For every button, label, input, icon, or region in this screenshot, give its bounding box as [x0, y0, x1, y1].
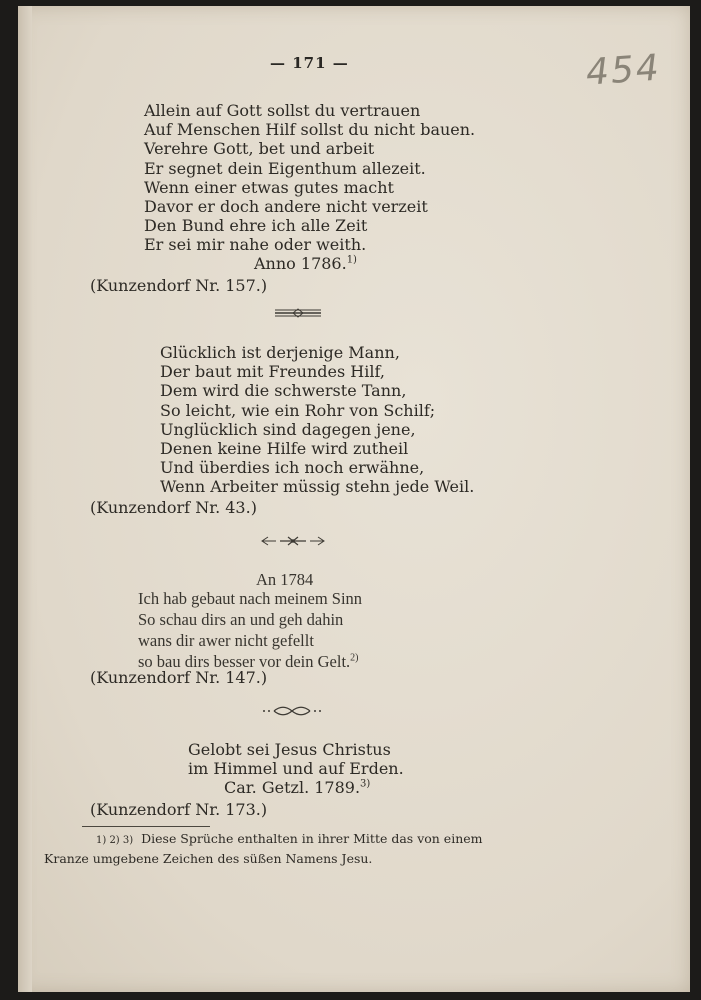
- book-page: [18, 6, 690, 992]
- poem-1-source: (Kunzendorf Nr. 157.): [90, 276, 268, 295]
- page-number: — 171 —: [270, 54, 349, 72]
- poem-line: Wenn einer etwas gutes macht: [144, 177, 394, 197]
- poem-line: Und überdies ich noch erwähne,: [160, 458, 425, 478]
- poem-line: Denen keine Hilfe wird zutheil: [160, 439, 409, 459]
- poem-line: Wenn Arbeiter müssig stehn jede Weil.: [160, 477, 475, 497]
- divider-ornament-1: [273, 306, 323, 320]
- poem-4: [188, 740, 404, 778]
- poem-line: Unglücklich sind dagegen jene,: [160, 419, 416, 439]
- poem-line: Er sei mir nahe oder weith.: [144, 235, 367, 255]
- poem-line: Gelobt sei Jesus Christus: [188, 740, 391, 759]
- poem-line: Dem wird die schwerste Tann,: [160, 381, 407, 401]
- footnote: [44, 830, 483, 868]
- poem-line: Allein auf Gott sollst du vertrauen: [144, 101, 421, 120]
- poem-line: wans dir awer nicht gefellt: [138, 631, 314, 650]
- poem-line: So schau dirs an und geh dahin: [138, 610, 344, 629]
- poem-line: Der baut mit Freundes Hilf,: [160, 362, 385, 382]
- poem-2: [160, 343, 474, 497]
- page-spine-shadow: [18, 6, 32, 992]
- divider-ornament-3: [260, 704, 324, 718]
- poem-4-source: (Kunzendorf Nr. 173.): [90, 800, 268, 819]
- poem-1-date: [254, 254, 357, 273]
- poem-line: Verehre Gott, bet und arbeit: [144, 139, 375, 159]
- date-text: Anno 1786.: [254, 254, 347, 273]
- footnote-text: Kranze umgebene Zeichen des süßen Namens Jesu.: [44, 851, 373, 866]
- footnote-mark: 1): [346, 254, 357, 266]
- poem-line: So leicht, wie ein Rohr von Schilf;: [160, 400, 436, 420]
- poem-1: [144, 101, 475, 255]
- footnote-line-1: [44, 830, 483, 850]
- footnote-rule: [82, 826, 210, 827]
- poem-line: im Himmel und auf Erden.: [188, 759, 404, 779]
- poem-line: so bau dirs besser vor dein Gelt.: [138, 652, 351, 671]
- poem-line: Glücklich ist derjenige Mann,: [160, 343, 400, 362]
- handwritten-page-note: 454: [584, 47, 663, 94]
- footnote-mark: 2): [350, 652, 359, 664]
- poem-3: [138, 588, 362, 672]
- poem-line: Ich hab gebaut nach meinem Sinn: [138, 589, 363, 608]
- poem-3-source: (Kunzendorf Nr. 147.): [90, 668, 268, 687]
- footnote-text: Diese Sprüche enthalten in ihrer Mitte das von einem: [141, 831, 483, 846]
- poem-4-signature: [224, 778, 370, 797]
- divider-ornament-2: [258, 534, 328, 548]
- signature-text: Car. Getzl. 1789.: [224, 778, 361, 797]
- poem-3-heading: An 1784: [256, 570, 314, 589]
- poem-2-source: (Kunzendorf Nr. 43.): [90, 498, 257, 517]
- footnote-mark: 3): [360, 778, 371, 790]
- poem-line: Den Bund ehre ich alle Zeit: [144, 216, 368, 236]
- poem-line: Er segnet dein Eigenthum allezeit.: [144, 158, 426, 178]
- poem-line: Davor er doch andere nicht verzeit: [144, 197, 428, 217]
- footnote-marks: 1) 2) 3): [96, 835, 134, 846]
- poem-line: Auf Menschen Hilf sollst du nicht bauen.: [144, 120, 476, 140]
